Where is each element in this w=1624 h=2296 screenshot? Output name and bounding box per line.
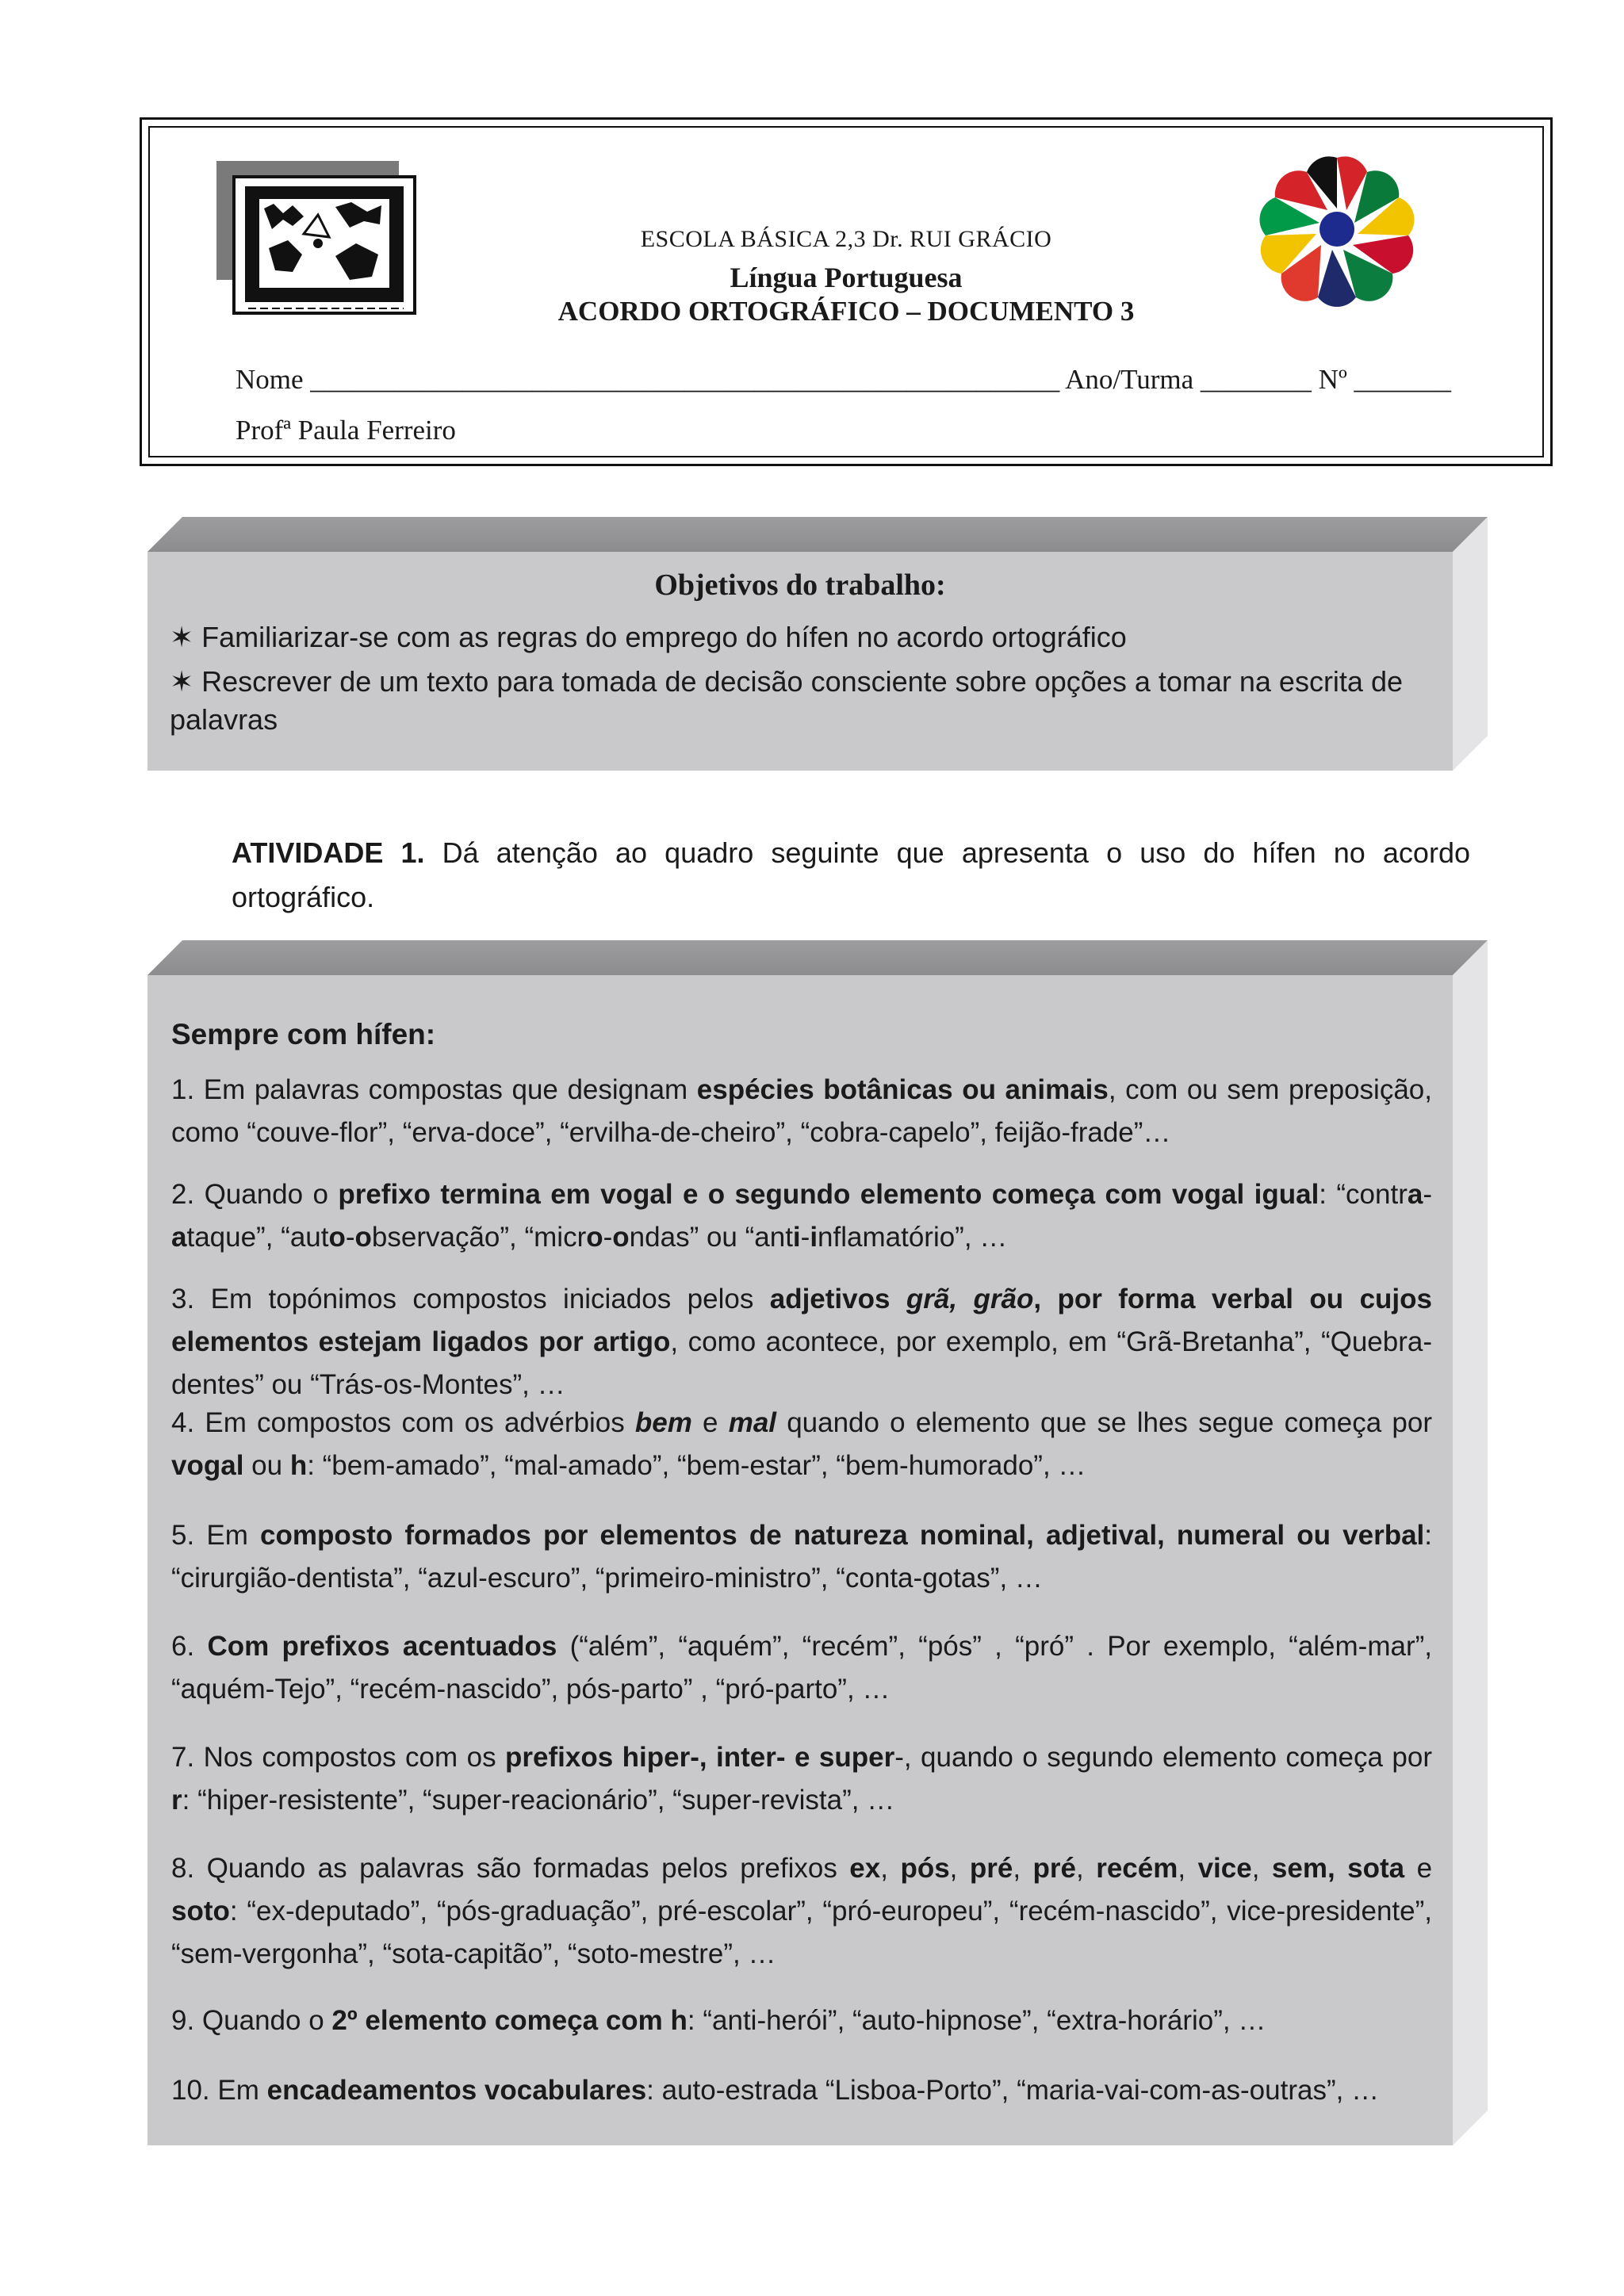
rule-text-run: : “hiper-resistente”, “super-reacionário”, “super-revista”, … <box>182 1785 895 1816</box>
rule-text-run: (“além”, “aquém”, “recém”, “pós” , “pró” . Por exemplo, “além-mar”, “aquém-Tejo”, “recém-nascido”, pós-parto” , “pró-parto”, … <box>171 1631 1432 1705</box>
rule-item <box>171 1847 1432 1976</box>
rule-text-run: e <box>691 1407 729 1438</box>
rule-text-run: e <box>1404 1853 1433 1884</box>
rule-text-run: Com prefixos acentuados <box>207 1631 557 1662</box>
rule-text-run: : “contr <box>1319 1179 1408 1210</box>
rules-box-face <box>147 975 1453 2145</box>
rule-text-run: o <box>586 1222 603 1253</box>
teacher-name: Profª Paula Ferreiro <box>236 415 456 446</box>
rule-item <box>171 1736 1432 1822</box>
rule-text-run: taque”, “aut <box>186 1222 329 1253</box>
rule-text-run: : “anti-herói”, “auto-hipnose”, “extra-horário”, … <box>687 2005 1266 2036</box>
objectives-box-face <box>147 552 1453 771</box>
rule-text-run: mal <box>728 1407 777 1438</box>
rule-text-run: 5. Em <box>171 1520 261 1551</box>
objectives-box <box>147 517 1488 771</box>
rule-text-run: 3. Em topónimos compostos iniciados pelos <box>171 1284 770 1314</box>
rule-text-run: a <box>171 1222 187 1253</box>
rule-text-run: - <box>800 1222 810 1253</box>
rule-item <box>171 1999 1432 2042</box>
rule-text-run: 4. Em compostos com os advérbios <box>171 1407 635 1438</box>
rules-box-bevel-top <box>147 940 1488 975</box>
objectives-box-bevel-top <box>147 517 1488 552</box>
objective-item: ✶ Rescrever de um texto para tomada de decisão consciente sobre opções a tomar na escrita de palavras <box>170 665 1403 736</box>
rule-text-run: 1. Em palavras compostas que designam <box>171 1074 697 1105</box>
rule-text-run: 2. Quando o <box>171 1179 339 1210</box>
rule-text-run: prefixo termina em vogal e o segundo elemento começa com vogal igual <box>338 1179 1320 1210</box>
rule-item <box>171 1173 1432 1259</box>
activity-1-instruction <box>232 831 1470 920</box>
document-title: ACORDO ORTOGRÁFICO – DOCUMENTO 3 <box>557 296 1135 327</box>
rule-text-run: i <box>792 1222 801 1253</box>
rule-text-run: 8. Quando as palavras são formadas pelos prefixos <box>171 1853 850 1884</box>
rule-text-run: -, quando o segundo elemento começa por <box>894 1742 1432 1773</box>
objective-item: ✶ Familiarizar-se com as regras do emprego do hífen no acordo ortográfico <box>170 621 1127 653</box>
student-info-line: Nome ______________________________________________________ Ano/Turma ________ Nº _______ <box>236 364 1452 395</box>
rule-item <box>171 1069 1432 1154</box>
rule-text-run: : “cirurgião-dentista”, “azul-escuro”, “primeiro-ministro”, “conta-gotas”, … <box>171 1520 1433 1594</box>
school-name: ESCOLA BÁSICA 2,3 Dr. RUI GRÁCIO <box>640 226 1052 252</box>
rule-text-run: 7. Nos compostos com os <box>171 1742 506 1773</box>
rule-text-run: bservação”, “micr <box>371 1222 587 1253</box>
rule-text-run: 9. Quando o <box>171 2005 332 2036</box>
rule-text-run: h <box>289 1450 308 1481</box>
rule-text-run: ou <box>243 1450 290 1481</box>
rule-text-run: prefixos hiper-, inter- e super <box>505 1742 895 1773</box>
rules-box-bevel-side <box>1453 940 1488 2145</box>
rule-text-run: recém <box>1096 1853 1178 1884</box>
objectives-title: Objetivos do trabalho: <box>654 568 946 602</box>
rule-text-run: bem <box>634 1407 692 1438</box>
rule-text-run: vice <box>1197 1853 1252 1884</box>
rule-item <box>171 1625 1432 1711</box>
rule-text-run: sem, sota <box>1271 1853 1405 1884</box>
rule-text-run: i <box>810 1222 818 1253</box>
rule-text-run: o <box>354 1222 372 1253</box>
rule-text-run: quando o elemento que se lhes segue começa por <box>776 1407 1432 1438</box>
rule-text-run: 6. <box>171 1631 208 1662</box>
rule-text-run: , <box>1076 1853 1097 1884</box>
rule-text-run: - <box>1423 1179 1432 1210</box>
rule-text-run: o <box>612 1222 630 1253</box>
rule-text-run: pré <box>1032 1853 1077 1884</box>
rule-text-run: a <box>1407 1179 1423 1210</box>
objectives-box-bevel-side <box>1453 517 1488 771</box>
rule-text-run: nflamatório”, … <box>818 1222 1008 1253</box>
rule-text-run: , <box>1178 1853 1198 1884</box>
hyphen-rules-box <box>147 940 1488 2145</box>
subject-title: Língua Portuguesa <box>730 262 963 293</box>
rule-text-run: pré <box>969 1853 1013 1884</box>
rule-text-run: : “ex-deputado”, “pós-graduação”, pré-escolar”, “pró-europeu”, “recém-nascido”, vice-presidente”, “sem-vergonha”, “sota-capitão”, “soto-mestre”, … <box>171 1896 1432 1969</box>
header-inner-border <box>148 126 1544 457</box>
rule-text-run: : “bem-amado”, “mal-amado”, “bem-estar”, “bem-humorado”, … <box>307 1450 1086 1481</box>
rule-text-run: , por forma verbal ou cujos elementos estejam ligados por artigo <box>171 1284 1433 1357</box>
rule-text-run: - <box>603 1222 613 1253</box>
activity-label: ATIVIDADE 1. <box>232 836 425 869</box>
rule-text-run: 2º elemento começa com h <box>331 2005 688 2036</box>
rule-text-run: r <box>171 1785 182 1816</box>
rule-text-run: soto <box>171 1896 230 1927</box>
rule-text-run: adjetivos <box>769 1284 906 1314</box>
rule-text-run: composto formados por elementos de natureza nominal, adjetival, numeral ou verbal <box>260 1520 1425 1551</box>
rule-text-run: - <box>345 1222 355 1253</box>
rule-text-run: , com ou sem preposição, como “couve-flor”, “erva-doce”, “ervilha-de-cheiro”, “cobra-capelo”, feijão-frade”… <box>171 1074 1432 1148</box>
rule-text-run: , como acontece, por exemplo, em “Grã-Bretanha”, “Quebra-dentes” ou “Trás-os-Montes”, … <box>171 1326 1433 1400</box>
document-header <box>140 117 1553 466</box>
rule-text-run: grã, grão <box>906 1284 1034 1314</box>
rule-item <box>171 1402 1432 1487</box>
rule-text-run: vogal <box>171 1450 244 1481</box>
activity-text: Dá atenção ao quadro seguinte que apresenta o uso do hífen no acordo ortográfico. <box>232 836 1470 913</box>
rule-text-run: espécies botânicas ou animais <box>696 1074 1109 1105</box>
rules-title: Sempre com hífen: <box>171 1018 436 1050</box>
rule-text-run: , <box>880 1853 901 1884</box>
rule-item <box>171 2069 1432 2112</box>
rule-text-run: o <box>328 1222 346 1253</box>
rule-text-run: 10. Em <box>171 2075 267 2106</box>
rule-text-run: ex <box>849 1853 881 1884</box>
rule-item <box>171 1278 1432 1406</box>
rule-text-run: : auto-estrada “Lisboa-Porto”, “maria-vai-com-as-outras”, … <box>646 2075 1380 2106</box>
rule-text-run: ndas” ou “ant <box>629 1222 793 1253</box>
rule-text-run: , <box>1013 1853 1033 1884</box>
rule-text-run: , <box>949 1853 970 1884</box>
rule-text-run: , <box>1251 1853 1272 1884</box>
rule-text-run: pós <box>900 1853 950 1884</box>
rule-item <box>171 1514 1432 1600</box>
rule-text-run: encadeamentos vocabulares <box>266 2075 647 2106</box>
